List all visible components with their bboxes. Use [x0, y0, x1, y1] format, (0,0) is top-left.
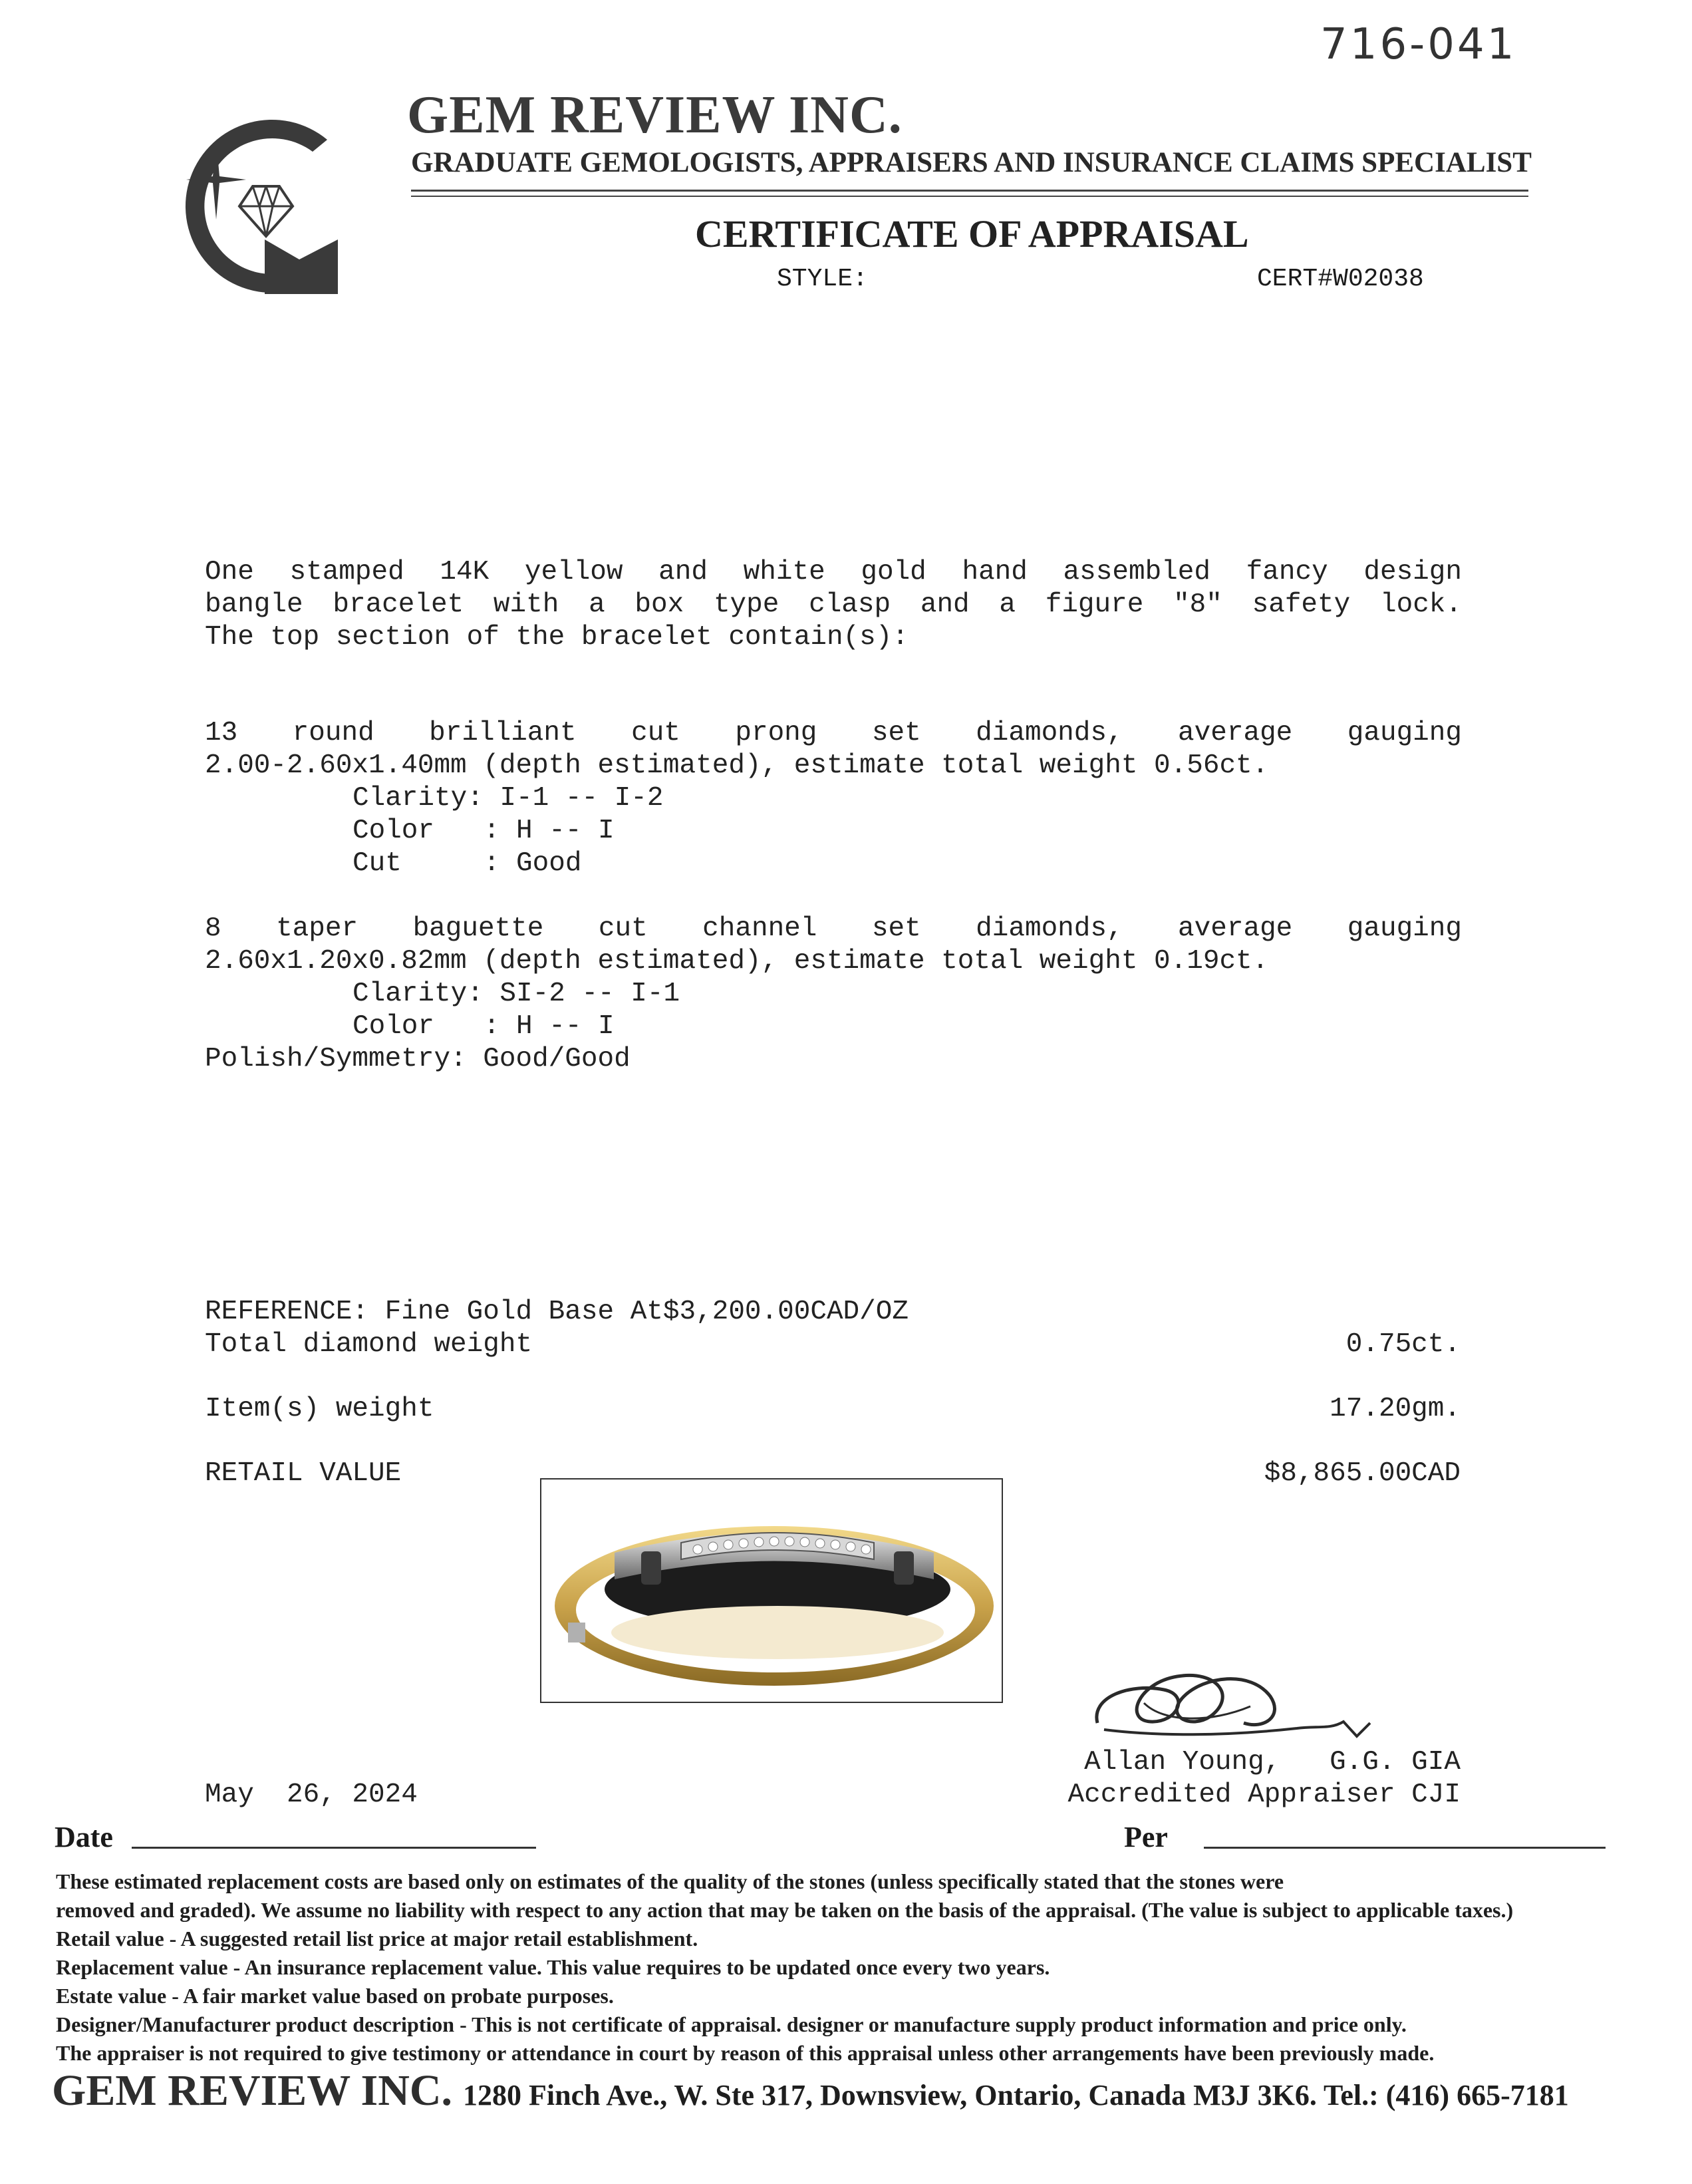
footer-address: 1280 Finch Ave., W. Ste 317, Downsview, Ontario, Canada M3J 3K6. Tel.: (416) 665-7181 [463, 2079, 1569, 2111]
item-weight-label: Item(s) weight [205, 1394, 434, 1424]
footer-company-name: GEM REVIEW INC. [52, 2066, 453, 2115]
disclaimer-line: Designer/Manufacturer product description - This is not certificate of appraisal. designer or manufacture supply product information and price only. [56, 2012, 1407, 2036]
gem-review-logo-icon [153, 93, 352, 299]
item-description-line: The top section of the bracelet contain(s): [205, 622, 909, 653]
header-divider [411, 190, 1528, 192]
stone-color: Color : H -- I [352, 1011, 615, 1042]
disclaimer-line: Estate value - A fair market value based on probate purposes. [56, 1984, 614, 2008]
disclaimer-line: removed and graded). We assume no liability with respect to any action that may be taken on the basis of the appraisal. (The value is subject to applicable taxes.) [56, 1898, 1514, 1922]
gold-reference-price: REFERENCE: Fine Gold Base At$3,200.00CAD/OZ [205, 1297, 909, 1327]
bracelet-photo [540, 1478, 1003, 1703]
stone-cut: Cut : Good [352, 848, 582, 879]
appraiser-title: Accredited Appraiser CJI [1067, 1780, 1461, 1810]
stone-clarity: Clarity: I-1 -- I-2 [352, 783, 664, 814]
disclaimer-line: The appraiser is not required to give testimony or attendance in court by reason of this appraisal unless other arrangements have been previously made. [56, 2041, 1435, 2065]
stone-color: Color : H -- I [352, 816, 615, 846]
stone-group-description: 8 taper baguette cut channel set diamonds, average gauging [205, 913, 1462, 944]
date-signature-line [132, 1847, 536, 1849]
style-label: STYLE: [777, 265, 868, 293]
per-label: Per [1124, 1821, 1168, 1853]
stone-polish-symmetry: Polish/Symmetry: Good/Good [205, 1044, 631, 1074]
item-weight-value: 17.20gm. [1330, 1394, 1461, 1424]
company-subtitle: GRADUATE GEMOLOGISTS, APPRAISERS AND INSURANCE CLAIMS SPECIALIST [411, 147, 1532, 178]
item-description-line: One stamped 14K yellow and white gold hand assembled fancy design [205, 557, 1462, 587]
handwritten-reference-number: 716-041 [1320, 20, 1517, 69]
date-label: Date [55, 1821, 113, 1853]
certificate-number: CERT#W02038 [1257, 265, 1424, 293]
per-signature-line [1204, 1847, 1606, 1849]
stone-group-description: 2.60x1.20x0.82mm (depth estimated), estimate total weight 0.19ct. [205, 946, 1269, 977]
appraisal-date: May 26, 2024 [205, 1780, 418, 1810]
company-name: GEM REVIEW INC. [407, 86, 903, 144]
appraiser-name: Allan Young, G.G. GIA [1084, 1747, 1461, 1778]
item-description-line: bangle bracelet with a box type clasp and a figure "8" safety lock. [205, 589, 1462, 620]
certificate-title: CERTIFICATE OF APPRAISAL [695, 212, 1249, 255]
header-divider [411, 196, 1528, 197]
stone-group-description: 13 round brilliant cut prong set diamonds, average gauging [205, 718, 1462, 748]
retail-value-label: RETAIL VALUE [205, 1458, 402, 1489]
disclaimer-line: These estimated replacement costs are based only on estimates of the quality of the stones (unless specifically stated that the stones were [56, 1869, 1284, 1893]
retail-value-amount: $8,865.00CAD [1264, 1458, 1461, 1489]
bracelet-image-icon [541, 1480, 1002, 1702]
stone-clarity: Clarity: SI-2 -- I-1 [352, 979, 680, 1009]
total-diamond-weight-label: Total diamond weight [205, 1329, 533, 1360]
total-diamond-weight-value: 0.75ct. [1345, 1329, 1461, 1360]
stone-group-description: 2.00-2.60x1.40mm (depth estimated), estimate total weight 0.56ct. [205, 750, 1269, 781]
disclaimer-line: Replacement value - An insurance replacement value. This value requires to be updated once every two years. [56, 1955, 1050, 1979]
appraiser-signature-icon [1077, 1643, 1397, 1756]
disclaimer-line: Retail value - A suggested retail list price at major retail establishment. [56, 1927, 698, 1950]
footer [52, 2066, 1569, 2116]
